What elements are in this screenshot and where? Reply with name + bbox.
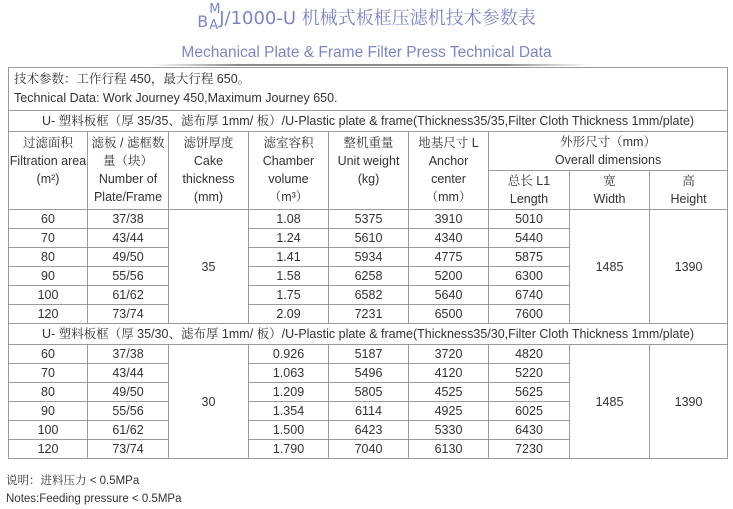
cell-width: 1485 — [570, 210, 650, 324]
col-chamber-unit: （m³） — [268, 190, 309, 204]
cell-area: 60 — [9, 345, 88, 364]
cell-anchor: 3910 — [409, 210, 489, 229]
cell-length: 5875 — [489, 248, 570, 267]
cell-area: 100 — [9, 286, 88, 305]
cell-plates: 37/38 — [88, 345, 169, 364]
cell-length: 5440 — [489, 229, 570, 248]
cell-cake-thickness: 35 — [169, 210, 249, 324]
model-prefix-a: A — [209, 18, 219, 33]
cell-weight: 5187 — [329, 345, 409, 364]
cell-plates: 55/56 — [88, 267, 169, 286]
cell-weight: 5805 — [329, 383, 409, 402]
cell-anchor: 4525 — [409, 383, 489, 402]
col-weight-en: Unit weight — [337, 154, 400, 168]
col-header-anchor — [409, 132, 489, 210]
col-weight-unit: (kg) — [357, 172, 380, 186]
cell-anchor: 6130 — [409, 440, 489, 459]
col-width-en: Width — [593, 192, 626, 206]
cell-plates: 61/62 — [88, 421, 169, 440]
col-header-chamber — [249, 132, 329, 210]
notes — [6, 472, 181, 508]
cell-cake-thickness: 30 — [169, 345, 249, 459]
col-weight-cn: 整机重量 — [343, 136, 394, 150]
cell-weight: 6258 — [329, 267, 409, 286]
col-chamber-cn: 滤室容积 — [263, 136, 314, 150]
cell-plates: 49/50 — [88, 383, 169, 402]
notes-en: Notes:Feeding pressure < 0.5MPa — [6, 493, 182, 505]
cell-chamber: 1.354 — [249, 402, 329, 421]
col-overall-cn: 外形尺寸（mm） — [560, 135, 656, 149]
cell-plates: 49/50 — [88, 248, 169, 267]
col-header-plates — [88, 132, 169, 210]
cell-chamber: 1.24 — [249, 229, 329, 248]
cell-anchor: 5330 — [409, 421, 489, 440]
cell-chamber: 1.58 — [249, 267, 329, 286]
cell-length: 7600 — [489, 305, 570, 324]
cell-length: 4820 — [489, 345, 570, 364]
cell-area: 60 — [9, 210, 88, 229]
cell-weight: 5375 — [329, 210, 409, 229]
model-prefix-m: M — [209, 2, 221, 17]
spec-table — [8, 67, 728, 459]
cell-area: 80 — [9, 248, 88, 267]
col-plates-en1: Number of — [98, 172, 158, 186]
cell-weight: 6582 — [329, 286, 409, 305]
cell-weight: 6114 — [329, 402, 409, 421]
cell-anchor: 4120 — [409, 364, 489, 383]
cell-height: 1390 — [650, 345, 728, 459]
technical-info-en: Technical Data: Work Journey 450,Maximum Journey 650. — [14, 91, 338, 105]
cell-chamber: 1.209 — [249, 383, 329, 402]
cell-area: 70 — [9, 364, 88, 383]
cell-weight: 5610 — [329, 229, 409, 248]
cell-length: 5010 — [489, 210, 570, 229]
col-cake-cn: 滤饼厚度 — [183, 136, 234, 150]
title-divider — [150, 64, 590, 66]
cell-anchor: 5200 — [409, 267, 489, 286]
cell-chamber: 1.75 — [249, 286, 329, 305]
document-title — [0, 4, 733, 32]
cell-chamber: 1.063 — [249, 364, 329, 383]
section-header-1: U- 塑料板框（厚 35/35、滤布厚 1mm/ 板）/U-Plastic plate & frame(Thickness35/35,Filter Cloth Thickness 1mm/plate) — [9, 111, 728, 132]
cell-plates: 43/44 — [88, 229, 169, 248]
col-anchor-en1: Anchor — [428, 154, 469, 168]
cell-weight: 5934 — [329, 248, 409, 267]
cell-area: 100 — [9, 421, 88, 440]
cell-weight: 7040 — [329, 440, 409, 459]
cell-area: 80 — [9, 383, 88, 402]
title-text: J/1000-U 机械式板框压滤机技术参数表 — [219, 8, 536, 29]
col-height-cn: 高 — [682, 174, 695, 188]
col-cake-en1: Cake — [193, 154, 224, 168]
cell-length: 5220 — [489, 364, 570, 383]
cell-length: 6300 — [489, 267, 570, 286]
col-length-en: Length — [509, 192, 549, 206]
col-area-en: Filtration area — [9, 154, 87, 168]
col-area-unit: (m²) — [36, 172, 60, 186]
cell-anchor: 4775 — [409, 248, 489, 267]
cell-plates: 73/74 — [88, 440, 169, 459]
model-prefix — [197, 2, 221, 33]
cell-height: 1390 — [650, 210, 728, 324]
col-chamber-en2: volume — [268, 172, 309, 186]
col-area-cn: 过滤面积 — [22, 136, 73, 150]
cell-plates: 73/74 — [88, 305, 169, 324]
cell-chamber: 0.926 — [249, 345, 329, 364]
cell-area: 120 — [9, 440, 88, 459]
cell-length: 7230 — [489, 440, 570, 459]
cell-length: 5625 — [489, 383, 570, 402]
cell-area: 120 — [9, 305, 88, 324]
cell-chamber: 2.09 — [249, 305, 329, 324]
cell-anchor: 3720 — [409, 345, 489, 364]
col-overall-en: Overall dimensions — [554, 153, 662, 167]
cell-area: 90 — [9, 402, 88, 421]
cell-chamber: 1.08 — [249, 210, 329, 229]
col-plates-en2: Plate/Frame — [93, 190, 163, 204]
cell-length: 6025 — [489, 402, 570, 421]
col-anchor-en2: center — [431, 172, 466, 186]
section-header-2: U- 塑料板框（厚 35/30、滤布厚 1mm/ 板）/U-Plastic plate & frame(Thickness35/30,Filter Cloth Thickness 1mm/plate) — [9, 324, 728, 345]
col-header-overall — [489, 132, 728, 171]
cell-length: 6430 — [489, 421, 570, 440]
col-cake-en2: thickness — [182, 172, 235, 186]
cell-weight: 5496 — [329, 364, 409, 383]
col-header-length — [489, 171, 570, 210]
technical-info-cn: 技术参数：工作行程 450，最大行程 650。 — [14, 72, 251, 86]
cell-anchor: 4340 — [409, 229, 489, 248]
cell-area: 90 — [9, 267, 88, 286]
col-chamber-en1: Chamber — [262, 154, 315, 168]
col-height-en: Height — [670, 192, 707, 206]
table-row — [9, 345, 728, 364]
col-header-area — [9, 132, 88, 210]
table-row — [9, 210, 728, 229]
model-prefix-b: B — [197, 12, 209, 31]
col-cake-unit: (mm) — [193, 190, 224, 204]
cell-anchor: 5640 — [409, 286, 489, 305]
notes-cn: 说明：进料压力 < 0.5MPa — [6, 475, 140, 487]
col-header-width — [570, 171, 650, 210]
document-subtitle: Mechanical Plate & Frame Filter Press Technical Data — [181, 44, 552, 61]
col-plates-cn1: 滤板 / 滤框数 — [91, 136, 165, 150]
col-header-height — [650, 171, 728, 210]
col-plates-cn2: 量（块） — [102, 154, 153, 168]
cell-plates: 37/38 — [88, 210, 169, 229]
cell-length: 6740 — [489, 286, 570, 305]
cell-anchor: 4925 — [409, 402, 489, 421]
col-header-cake — [169, 132, 249, 210]
cell-anchor: 6500 — [409, 305, 489, 324]
cell-weight: 6423 — [329, 421, 409, 440]
col-header-weight — [329, 132, 409, 210]
cell-chamber: 1.41 — [249, 248, 329, 267]
col-width-cn: 宽 — [603, 174, 616, 188]
technical-info — [9, 68, 728, 111]
cell-chamber: 1.500 — [249, 421, 329, 440]
col-length-cn: 总长 L1 — [507, 174, 551, 188]
cell-plates: 61/62 — [88, 286, 169, 305]
cell-width: 1485 — [570, 345, 650, 459]
cell-chamber: 1.790 — [249, 440, 329, 459]
col-anchor-cn: 地基尺寸 L — [418, 136, 479, 150]
cell-weight: 7231 — [329, 305, 409, 324]
cell-area: 70 — [9, 229, 88, 248]
col-anchor-unit: （mm） — [425, 190, 472, 204]
cell-plates: 55/56 — [88, 402, 169, 421]
cell-plates: 43/44 — [88, 364, 169, 383]
